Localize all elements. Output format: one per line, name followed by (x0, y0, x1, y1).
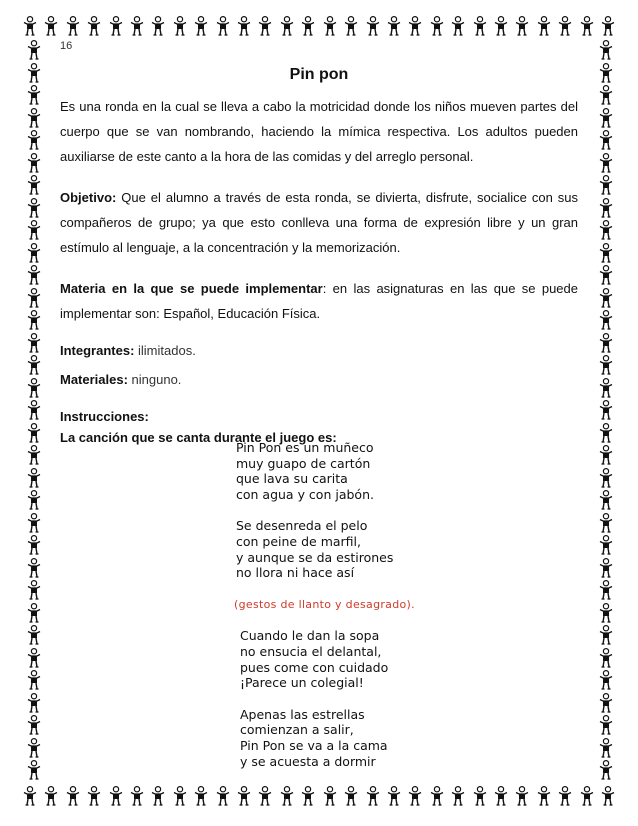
child-figure-icon (26, 355, 42, 375)
child-figure-icon (26, 738, 42, 758)
objective-label: Objetivo: (60, 190, 117, 205)
child-figure-icon (386, 16, 402, 40)
child-figure-icon (322, 786, 338, 810)
child-figure-icon (472, 16, 488, 40)
child-figure-icon (26, 85, 42, 105)
child-figure-icon (598, 490, 614, 510)
lyric-line: comienzan a salir, (240, 722, 354, 738)
child-figure-icon (493, 16, 509, 40)
child-figure-icon (598, 108, 614, 128)
child-figure-icon (536, 786, 552, 810)
child-figure-icon (598, 423, 614, 443)
child-figure-icon (598, 333, 614, 353)
child-figure-icon (598, 580, 614, 600)
child-figure-icon (26, 378, 42, 398)
child-figure-icon (343, 16, 359, 40)
child-figure-icon (108, 786, 124, 810)
child-figure-icon (598, 468, 614, 488)
child-figure-icon (150, 16, 166, 40)
child-figure-icon (598, 693, 614, 713)
child-figure-icon (26, 40, 42, 60)
child-figure-icon (386, 786, 402, 810)
child-figure-icon (257, 786, 273, 810)
lyric-line: Pin Pon es un muñeco (236, 440, 374, 455)
child-figure-icon (493, 786, 509, 810)
child-figure-icon (26, 153, 42, 173)
subject-label: Materia en la que se puede implementar (60, 281, 323, 296)
child-figure-icon (598, 648, 614, 668)
lyric-line: Se desenreda el pelo (236, 518, 368, 534)
child-figure-icon (26, 558, 42, 578)
child-figure-icon (598, 220, 614, 240)
child-figure-icon (598, 400, 614, 420)
child-figure-icon (514, 786, 530, 810)
members-value: ilimitados. (134, 343, 196, 358)
child-figure-icon (598, 243, 614, 263)
child-figure-icon (215, 16, 231, 40)
child-figure-icon (26, 288, 42, 308)
instructions-heading: Instrucciones: (60, 409, 149, 424)
right-border (594, 40, 618, 780)
subject-paragraph (60, 276, 578, 326)
song-lyrics (236, 440, 415, 769)
child-figure-icon (26, 445, 42, 465)
materials-line (60, 367, 578, 392)
child-figure-icon (598, 310, 614, 330)
child-figure-icon (279, 16, 295, 40)
left-border (22, 40, 46, 780)
child-figure-icon (600, 16, 616, 40)
child-figure-icon (26, 648, 42, 668)
child-figure-icon (557, 786, 573, 810)
child-figure-icon (598, 288, 614, 308)
child-figure-icon (236, 16, 252, 40)
child-figure-icon (150, 786, 166, 810)
child-figure-icon (579, 786, 595, 810)
stanza-1 (236, 440, 415, 502)
child-figure-icon (26, 265, 42, 285)
child-figure-icon (598, 603, 614, 623)
gesture-note: (gestos de llanto y desagrado). (234, 597, 415, 611)
child-figure-icon (26, 220, 42, 240)
child-figure-icon (598, 760, 614, 780)
child-figure-icon (26, 535, 42, 555)
lyric-line: Apenas las estrellas (240, 706, 365, 722)
child-figure-icon (598, 175, 614, 195)
child-figure-icon (365, 786, 381, 810)
child-figure-icon (22, 16, 38, 40)
child-figure-icon (86, 16, 102, 40)
child-figure-icon (598, 198, 614, 218)
child-figure-icon (26, 760, 42, 780)
document-body (60, 94, 578, 450)
child-figure-icon (129, 16, 145, 40)
child-figure-icon (598, 378, 614, 398)
child-figure-icon (598, 153, 614, 173)
child-figure-icon (279, 786, 295, 810)
top-border (22, 16, 616, 40)
child-figure-icon (472, 786, 488, 810)
child-figure-icon (65, 786, 81, 810)
child-figure-icon (26, 715, 42, 735)
child-figure-icon (365, 16, 381, 40)
lyric-line: y se acuesta a dormir (240, 753, 376, 769)
child-figure-icon (26, 108, 42, 128)
child-figure-icon (579, 16, 595, 40)
child-figure-icon (65, 16, 81, 40)
subject-text: : en las asignaturas en las que se puede implementar son: Español, Educación Física. (60, 281, 578, 321)
child-figure-icon (450, 786, 466, 810)
child-figure-icon (598, 40, 614, 60)
child-figure-icon (557, 16, 573, 40)
child-figure-icon (598, 130, 614, 150)
child-figure-icon (598, 355, 614, 375)
child-figure-icon (26, 310, 42, 330)
child-figure-icon (26, 580, 42, 600)
lyric-line: que lava su carita (236, 471, 348, 487)
stanza-2 (236, 518, 415, 580)
intro-paragraph: Es una ronda en la cual se lleva a cabo la motricidad donde los niños mueven partes del cuerpo que se van nombrando, haciendo la mímica respectiva. Los adultos pueden auxiliarse de este canto a la hora de las comidas y del arreglo personal. (60, 99, 578, 164)
child-figure-icon (43, 786, 59, 810)
child-figure-icon (26, 490, 42, 510)
members-line (60, 338, 578, 363)
child-figure-icon (172, 786, 188, 810)
child-figure-icon (26, 513, 42, 533)
child-figure-icon (193, 16, 209, 40)
child-figure-icon (450, 16, 466, 40)
child-figure-icon (598, 265, 614, 285)
child-figure-icon (257, 16, 273, 40)
child-figure-icon (598, 558, 614, 578)
lyric-line: pues come con cuidado (240, 659, 389, 675)
lyric-line: Pin Pon se va a la cama (240, 737, 388, 753)
child-figure-icon (598, 738, 614, 758)
child-figure-icon (26, 625, 42, 645)
child-figure-icon (598, 625, 614, 645)
child-figure-icon (300, 786, 316, 810)
child-figure-icon (26, 243, 42, 263)
child-figure-icon (26, 198, 42, 218)
child-figure-icon (600, 786, 616, 810)
child-figure-icon (429, 16, 445, 40)
child-figure-icon (598, 715, 614, 735)
lyric-line: y aunque se da estirones (236, 549, 394, 565)
child-figure-icon (108, 16, 124, 40)
materials-label: Materiales: (60, 372, 128, 387)
child-figure-icon (598, 670, 614, 690)
child-figure-icon (407, 786, 423, 810)
child-figure-icon (172, 16, 188, 40)
child-figure-icon (300, 16, 316, 40)
lyric-line: Cuando le dan la sopa (240, 628, 380, 644)
lyric-line: ¡Parece un colegial! (240, 675, 364, 691)
materials-value: ninguno. (127, 372, 182, 387)
lyric-line: no ensucia el delantal, (240, 643, 382, 659)
page-title: Pin pon (289, 66, 349, 83)
child-figure-icon (26, 175, 42, 195)
members-label: Integrantes: (60, 343, 135, 358)
child-figure-icon (86, 786, 102, 810)
child-figure-icon (236, 786, 252, 810)
child-figure-icon (598, 445, 614, 465)
child-figure-icon (193, 786, 209, 810)
child-figure-icon (22, 786, 38, 810)
child-figure-icon (26, 400, 42, 420)
child-figure-icon (407, 16, 423, 40)
bottom-border (22, 786, 616, 810)
objective-text: Que el alumno a través de esta ronda, se divierta, disfrute, socialice con sus compañeros de grupo; ya que esto conlleva una forma de expresión libre y un gran estímulo al lenguaje, a la concentración y la memorización. (60, 190, 578, 255)
child-figure-icon (598, 535, 614, 555)
lyric-line: con agua y con jabón. (236, 486, 374, 502)
child-figure-icon (26, 130, 42, 150)
child-figure-icon (514, 16, 530, 40)
lyric-line: muy guapo de cartón (236, 455, 371, 471)
child-figure-icon (598, 85, 614, 105)
stanza-3 (240, 628, 415, 690)
child-figure-icon (26, 333, 42, 353)
objective-paragraph (60, 185, 578, 260)
child-figure-icon (26, 468, 42, 488)
child-figure-icon (429, 786, 445, 810)
child-figure-icon (129, 786, 145, 810)
child-figure-icon (26, 603, 42, 623)
child-figure-icon (322, 16, 338, 40)
child-figure-icon (26, 693, 42, 713)
lyric-line: con peine de marfil, (236, 533, 361, 549)
child-figure-icon (598, 513, 614, 533)
child-figure-icon (26, 670, 42, 690)
lyric-line: no llora ni hace así (236, 565, 355, 581)
child-figure-icon (536, 16, 552, 40)
page-number: 16 (60, 40, 73, 52)
child-figure-icon (26, 423, 42, 443)
song-intro: La canción que se canta durante el juego es: (60, 430, 337, 445)
stanza-4 (240, 707, 415, 769)
child-figure-icon (43, 16, 59, 40)
child-figure-icon (215, 786, 231, 810)
child-figure-icon (343, 786, 359, 810)
